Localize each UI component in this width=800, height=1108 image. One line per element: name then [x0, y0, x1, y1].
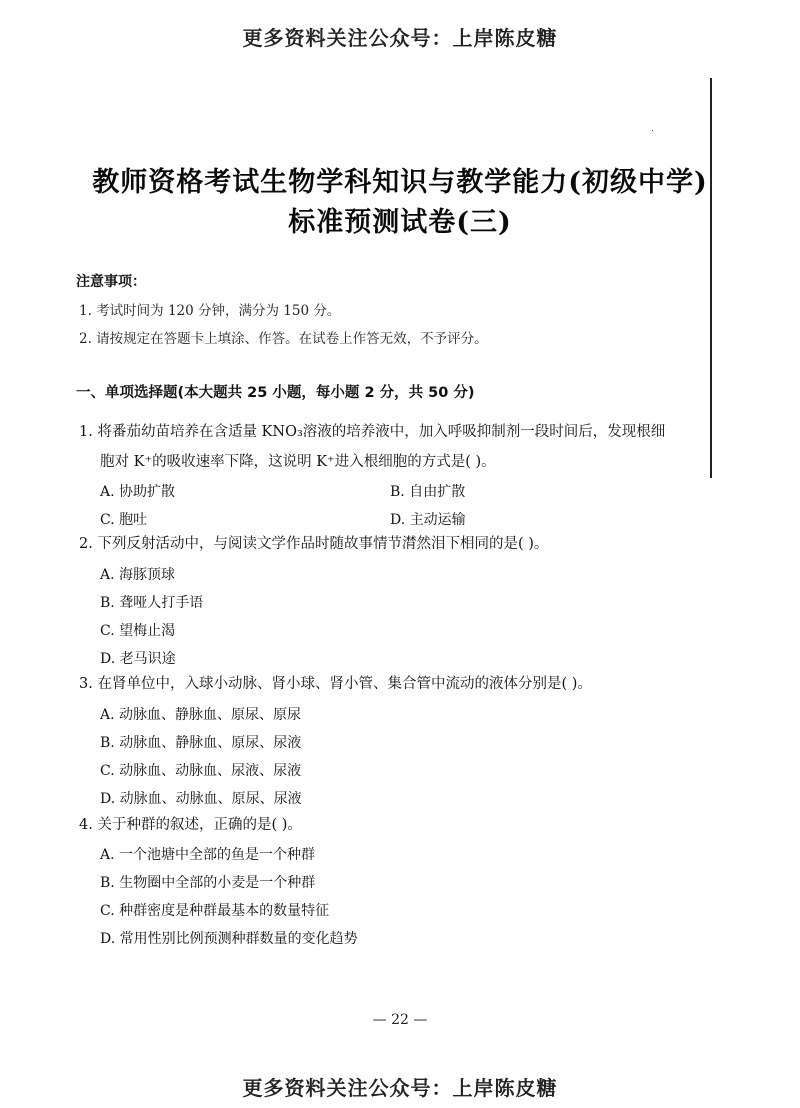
scan-speck [652, 130, 653, 131]
notice-heading: 注意事项： [76, 274, 146, 290]
question-1-stem-cont: 胞对 K⁺的吸收速率下降，这说明 K⁺进入根细胞的方式是( )。 [100, 454, 496, 470]
question-1-option-a: A. 协助扩散 [100, 484, 176, 500]
notice-item-2: 2. 请按规定在答题卡上填涂、作答。在试卷上作答无效，不予评分。 [79, 331, 488, 347]
question-2-option-b: B. 聋哑人打手语 [100, 595, 204, 611]
question-3-option-d: D. 动脉血、动脉血、原尿、尿液 [100, 791, 302, 807]
question-2-option-c: C. 望梅止渴 [100, 623, 176, 639]
question-4-option-b: B. 生物圈中全部的小麦是一个种群 [100, 875, 316, 891]
question-3-option-a: A. 动脉血、静脉血、原尿、原尿 [100, 707, 302, 723]
question-1-option-d: D. 主动运输 [390, 512, 466, 528]
question-1-option-b: B. 自由扩散 [390, 484, 466, 500]
page-number: — 22 — [372, 1012, 428, 1028]
question-4-option-d: D. 常用性别比例预测种群数量的变化趋势 [100, 931, 358, 947]
question-3-stem: 3. 在肾单位中，入球小动脉、肾小球、肾小管、集合管中流动的液体分别是( )。 [79, 676, 592, 692]
section-heading: 一、单项选择题(本大题共 25 小题，每小题 2 分，共 50 分) [76, 385, 475, 401]
exam-title-line2: 标准预测试卷(三) [288, 207, 512, 238]
question-1-stem: 1. 将番茄幼苗培养在含适量 KNO₃溶液的培养液中，加入呼吸抑制剂一段时间后，发现根细 [79, 424, 666, 440]
question-4-option-a: A. 一个池塘中全部的鱼是一个种群 [100, 847, 316, 863]
question-4-option-c: C. 种群密度是种群最基本的数量特征 [100, 903, 330, 919]
scan-margin-line [710, 78, 712, 478]
question-3-option-b: B. 动脉血、静脉血、原尿、尿液 [100, 735, 302, 751]
watermark-top: 更多资料关注公众号：上岸陈皮糖 [242, 26, 558, 50]
question-1-option-c: C. 胞吐 [100, 512, 148, 528]
watermark-bottom: 更多资料关注公众号：上岸陈皮糖 [242, 1076, 558, 1100]
question-2-stem: 2. 下列反射活动中，与阅读文学作品时随故事情节潸然泪下相同的是( )。 [79, 536, 549, 552]
question-2-option-d: D. 老马识途 [100, 651, 176, 667]
notice-item-1: 1. 考试时间为 120 分钟，满分为 150 分。 [79, 303, 341, 319]
question-3-option-c: C. 动脉血、动脉血、尿液、尿液 [100, 763, 302, 779]
question-2-option-a: A. 海豚顶球 [100, 567, 176, 583]
question-4-stem: 4. 关于种群的叙述，正确的是( )。 [79, 817, 302, 833]
exam-title-line1: 教师资格考试生物学科知识与教学能力(初级中学) [92, 167, 708, 198]
